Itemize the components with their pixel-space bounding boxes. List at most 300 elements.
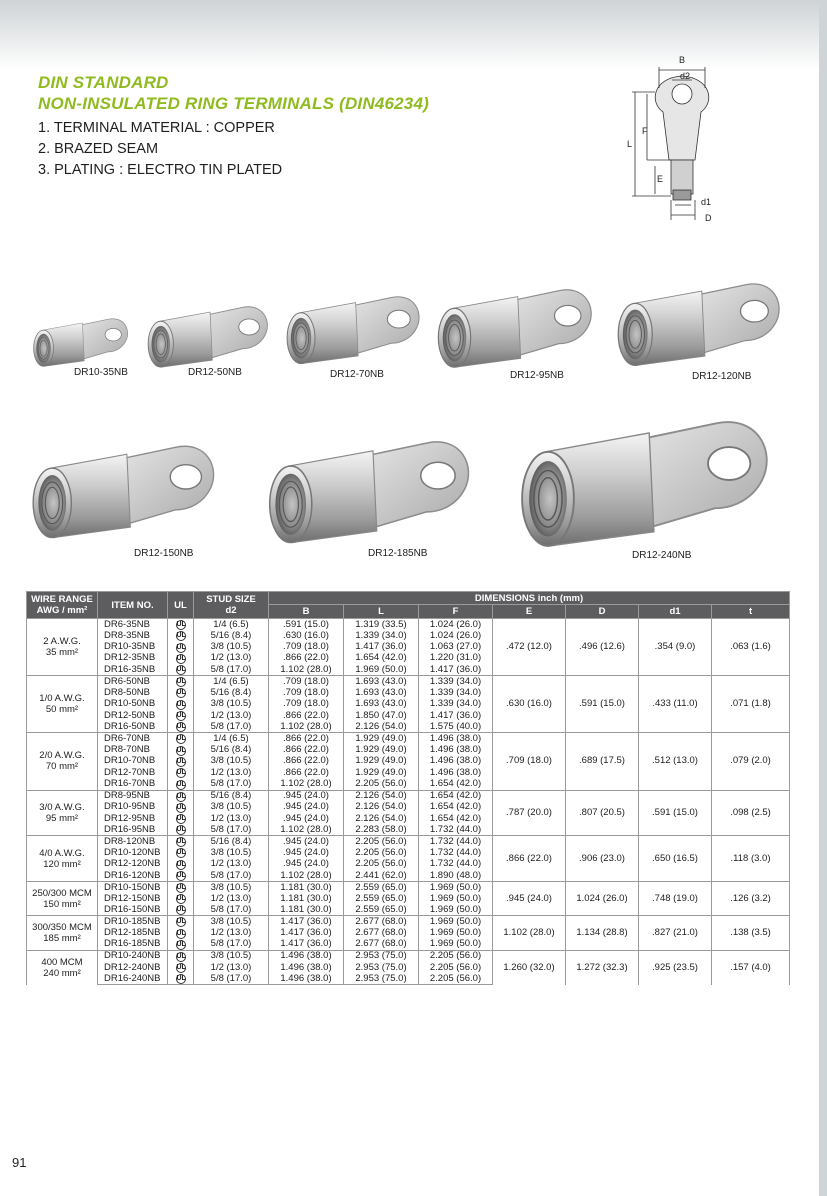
wire-mm: 150 mm² — [43, 898, 81, 910]
dim-l-cell: 2.283 (58.0) — [344, 824, 419, 836]
wire-range-cell — [27, 790, 98, 836]
item-no-cell: DR16-70NB — [98, 779, 168, 791]
wire-range-cell — [27, 950, 98, 984]
header-b: B — [269, 605, 344, 619]
ring-terminal-photo-icon — [612, 268, 790, 376]
ul-certification-icon — [176, 780, 186, 790]
stud-size-cell: 1/2 (13.0) — [194, 653, 269, 664]
item-no-cell: DR6-50NB — [98, 676, 168, 688]
dim-f-cell: 1.732 (44.0) — [419, 836, 493, 848]
ul-cell — [168, 973, 194, 985]
dim-b-cell: .866 (22.0) — [269, 653, 344, 664]
dim-l-cell: 1.319 (33.5) — [344, 619, 419, 631]
ul-cell — [168, 824, 194, 836]
wire-range-cell — [27, 676, 98, 733]
ul-cell — [168, 733, 194, 745]
diagram-label-b: B — [678, 55, 686, 65]
ul-certification-icon — [176, 792, 186, 802]
ul-certification-icon — [176, 871, 186, 881]
dim-e-cell: .787 (20.0) — [493, 790, 566, 836]
dim-f-cell: 1.969 (50.0) — [419, 927, 493, 938]
wire-awg: 2 A.W.G. — [43, 636, 81, 648]
ul-cell — [168, 882, 194, 894]
ul-certification-icon — [176, 654, 186, 664]
ul-certification-icon — [176, 711, 186, 721]
ul-mark: UL — [176, 689, 186, 697]
table-row — [27, 790, 790, 802]
dim-d-cell: .591 (15.0) — [566, 676, 639, 733]
header-stud-size-sub: d2 — [225, 605, 237, 616]
dim-d1-cell: .591 (15.0) — [639, 790, 712, 836]
dim-t-cell: .138 (3.5) — [712, 916, 790, 950]
ul-cell — [168, 870, 194, 882]
dim-e-cell: 1.102 (28.0) — [493, 916, 566, 950]
dim-l-cell: 1.339 (34.0) — [344, 630, 419, 641]
dim-f-cell: 1.969 (50.0) — [419, 893, 493, 904]
ul-mark: UL — [176, 884, 186, 892]
ul-certification-icon — [176, 620, 186, 630]
ul-mark: UL — [176, 826, 186, 834]
item-no-cell: DR16-35NB — [98, 664, 168, 676]
ul-cell — [168, 813, 194, 824]
product-dr12-50nb — [142, 296, 277, 374]
dim-l-cell: 1.850 (47.0) — [344, 710, 419, 721]
page-number: 91 — [12, 1155, 27, 1170]
dim-f-cell: 2.205 (56.0) — [419, 962, 493, 973]
dim-f-cell: 1.654 (42.0) — [419, 779, 493, 791]
stud-size-cell: 3/8 (10.5) — [194, 641, 269, 652]
product-dr12-95nb — [432, 276, 602, 376]
dim-f-cell: 1.969 (50.0) — [419, 916, 493, 928]
product-label: DR12-120NB — [692, 371, 752, 382]
wire-range-cell — [27, 836, 98, 882]
header-wire-range-label: WIRE RANGE — [31, 594, 93, 605]
item-no-cell: DR10-95NB — [98, 802, 168, 813]
dim-t-cell: .118 (3.0) — [712, 836, 790, 882]
dim-f-cell: 1.417 (36.0) — [419, 664, 493, 676]
dim-f-cell: 1.890 (48.0) — [419, 870, 493, 882]
stud-size-cell: 1/2 (13.0) — [194, 927, 269, 938]
wire-range-cell — [27, 882, 98, 916]
dim-b-cell: .709 (18.0) — [269, 699, 344, 710]
ul-cell — [168, 802, 194, 813]
header-e: E — [493, 605, 566, 619]
ul-certification-icon — [176, 952, 186, 962]
dim-b-cell: 1.496 (38.0) — [269, 962, 344, 973]
ul-certification-icon — [176, 894, 186, 904]
header-stud-size-label: STUD SIZE — [206, 594, 256, 605]
ul-mark: UL — [176, 838, 186, 846]
title-ring-terminals: NON-INSULATED RING TERMINALS (DIN46234) — [38, 94, 429, 113]
ul-mark: UL — [176, 746, 186, 754]
ul-cell — [168, 916, 194, 928]
ring-terminal-photo-icon — [508, 400, 788, 560]
ul-cell — [168, 721, 194, 733]
dim-l-cell: 2.953 (75.0) — [344, 973, 419, 985]
ul-mark: UL — [176, 964, 186, 972]
dim-f-cell: 1.732 (44.0) — [419, 859, 493, 870]
item-no-cell: DR8-95NB — [98, 790, 168, 802]
ul-cell — [168, 756, 194, 767]
wire-range-cell — [27, 733, 98, 790]
dim-t-cell: .071 (1.8) — [712, 676, 790, 733]
ul-mark: UL — [176, 906, 186, 914]
dim-f-cell: 1.496 (38.0) — [419, 733, 493, 745]
dim-b-cell: 1.102 (28.0) — [269, 664, 344, 676]
dim-l-cell: 2.205 (56.0) — [344, 836, 419, 848]
header-wire-range-unit: AWG / mm² — [36, 605, 88, 616]
ul-mark: UL — [176, 735, 186, 743]
dim-l-cell: 1.693 (43.0) — [344, 699, 419, 710]
page-edge-strip — [819, 0, 827, 1196]
stud-size-cell: 5/16 (8.4) — [194, 630, 269, 641]
product-label: DR10-35NB — [74, 367, 128, 378]
spec-material: 1. TERMINAL MATERIAL : COPPER — [38, 120, 275, 136]
title-din-standard: DIN STANDARD — [38, 73, 169, 92]
ul-mark: UL — [176, 632, 186, 640]
stud-size-cell: 5/8 (17.0) — [194, 721, 269, 733]
wire-mm: 50 mm² — [45, 704, 79, 716]
ul-certification-icon — [176, 940, 186, 950]
wire-awg: 250/300 MCM — [32, 887, 92, 899]
dim-f-cell: 2.205 (56.0) — [419, 950, 493, 962]
stud-size-cell: 1/2 (13.0) — [194, 710, 269, 721]
dim-f-cell: 1.496 (38.0) — [419, 767, 493, 778]
ul-cell — [168, 962, 194, 973]
ul-cell — [168, 710, 194, 721]
dim-f-cell: 1.220 (31.0) — [419, 653, 493, 664]
ul-cell — [168, 950, 194, 962]
stud-size-cell: 3/8 (10.5) — [194, 802, 269, 813]
dim-f-cell: 1.969 (50.0) — [419, 904, 493, 916]
dim-b-cell: 1.181 (30.0) — [269, 882, 344, 894]
ul-certification-icon — [176, 677, 186, 687]
table-row — [27, 950, 790, 962]
item-no-cell: DR6-35NB — [98, 619, 168, 631]
ul-mark: UL — [176, 678, 186, 686]
dim-d1-cell: .925 (23.5) — [639, 950, 712, 984]
header-dimensions: DIMENSIONS inch (mm) — [269, 592, 790, 605]
ul-cell — [168, 699, 194, 710]
wire-range-cell — [27, 916, 98, 950]
dim-f-cell: 1.417 (36.0) — [419, 710, 493, 721]
wire-mm: 240 mm² — [43, 967, 81, 979]
dim-b-cell: 1.102 (28.0) — [269, 721, 344, 733]
ul-certification-icon — [176, 825, 186, 835]
ul-mark: UL — [176, 815, 186, 823]
item-no-cell: DR16-150NB — [98, 904, 168, 916]
item-no-cell: DR10-70NB — [98, 756, 168, 767]
dim-l-cell: 2.126 (54.0) — [344, 813, 419, 824]
ul-certification-icon — [176, 974, 186, 984]
product-dr12-150nb — [26, 430, 226, 548]
product-dr10-35nb — [30, 310, 134, 372]
dim-d1-cell: .512 (13.0) — [639, 733, 712, 790]
ul-certification-icon — [176, 905, 186, 915]
item-no-cell: DR6-70NB — [98, 733, 168, 745]
ul-cell — [168, 641, 194, 652]
dim-l-cell: 1.929 (49.0) — [344, 733, 419, 745]
ul-mark: UL — [176, 952, 186, 960]
item-no-cell: DR12-150NB — [98, 893, 168, 904]
dim-d-cell: 1.272 (32.3) — [566, 950, 639, 984]
stud-size-cell: 5/16 (8.4) — [194, 836, 269, 848]
wire-mm: 35 mm² — [45, 647, 79, 659]
dim-l-cell: 2.953 (75.0) — [344, 950, 419, 962]
stud-size-cell: 3/8 (10.5) — [194, 847, 269, 858]
stud-size-cell: 1/4 (6.5) — [194, 676, 269, 688]
ul-mark: UL — [176, 757, 186, 765]
header-f: F — [419, 605, 493, 619]
item-no-cell: DR16-95NB — [98, 824, 168, 836]
product-label: DR12-95NB — [510, 370, 564, 381]
dim-b-cell: .709 (18.0) — [269, 687, 344, 698]
item-no-cell: DR16-120NB — [98, 870, 168, 882]
ul-certification-icon — [176, 688, 186, 698]
ul-certification-icon — [176, 837, 186, 847]
dim-d-cell: .689 (17.5) — [566, 733, 639, 790]
stud-size-cell: 5/8 (17.0) — [194, 824, 269, 836]
product-label: DR12-70NB — [330, 369, 384, 380]
wire-mm: 70 mm² — [45, 761, 79, 773]
dim-l-cell: 2.441 (62.0) — [344, 870, 419, 882]
diagram-label-e: E — [657, 174, 664, 184]
item-no-cell: DR10-120NB — [98, 847, 168, 858]
table-row — [27, 676, 790, 688]
dim-f-cell: 1.024 (26.0) — [419, 619, 493, 631]
ul-mark: UL — [176, 860, 186, 868]
dim-t-cell: .157 (4.0) — [712, 950, 790, 984]
wire-mm: 95 mm² — [45, 812, 79, 824]
item-no-cell: DR12-95NB — [98, 813, 168, 824]
diagram-label-d: D — [705, 213, 712, 223]
dim-l-cell: 2.559 (65.0) — [344, 893, 419, 904]
stud-size-cell: 3/8 (10.5) — [194, 699, 269, 710]
stud-size-cell: 1/2 (13.0) — [194, 767, 269, 778]
stud-size-cell: 5/8 (17.0) — [194, 939, 269, 951]
product-dr12-240nb — [508, 400, 788, 560]
dim-t-cell: .126 (3.2) — [712, 882, 790, 916]
ul-cell — [168, 630, 194, 641]
wire-awg: 4/0 A.W.G. — [39, 847, 85, 859]
item-no-cell: DR10-240NB — [98, 950, 168, 962]
diagram-label-f: F — [642, 126, 648, 136]
ul-cell — [168, 653, 194, 664]
ul-mark: UL — [176, 723, 186, 731]
dim-d1-cell: .827 (21.0) — [639, 916, 712, 950]
ul-certification-icon — [176, 768, 186, 778]
ul-mark: UL — [176, 940, 186, 948]
wire-mm: 185 mm² — [43, 933, 81, 945]
dim-b-cell: 1.102 (28.0) — [269, 824, 344, 836]
dim-t-cell: .079 (2.0) — [712, 733, 790, 790]
dim-b-cell: .866 (22.0) — [269, 733, 344, 745]
spec-seam: 2. BRAZED SEAM — [38, 141, 159, 157]
dim-f-cell: 1.654 (42.0) — [419, 790, 493, 802]
product-label: DR12-185NB — [368, 548, 428, 559]
dim-f-cell: 1.339 (34.0) — [419, 676, 493, 688]
table-row — [27, 882, 790, 894]
diagram-label-d1: d1 — [701, 197, 712, 207]
wire-awg: 3/0 A.W.G. — [39, 801, 85, 813]
dim-d-cell: .496 (12.6) — [566, 619, 639, 676]
ul-cell — [168, 744, 194, 755]
ul-mark: UL — [176, 712, 186, 720]
header-d1: d1 — [639, 605, 712, 619]
header-stud-size — [194, 592, 269, 619]
wire-mm: 120 mm² — [43, 858, 81, 870]
ul-cell — [168, 859, 194, 870]
ul-certification-icon — [176, 929, 186, 939]
item-no-cell: DR12-185NB — [98, 927, 168, 938]
product-dr12-120nb — [612, 268, 790, 376]
dimension-diagram — [625, 50, 735, 230]
ul-cell — [168, 767, 194, 778]
stud-size-cell: 3/8 (10.5) — [194, 756, 269, 767]
dim-f-cell: 1.732 (44.0) — [419, 847, 493, 858]
table-row — [27, 836, 790, 848]
ring-terminal-photo-icon — [26, 430, 226, 548]
ul-cell — [168, 893, 194, 904]
header-item-no: ITEM NO. — [98, 592, 168, 619]
ul-mark: UL — [176, 792, 186, 800]
item-no-cell: DR12-120NB — [98, 859, 168, 870]
dim-f-cell: 1.496 (38.0) — [419, 756, 493, 767]
ul-certification-icon — [176, 963, 186, 973]
dim-t-cell: .063 (1.6) — [712, 619, 790, 676]
stud-size-cell: 1/4 (6.5) — [194, 733, 269, 745]
dim-e-cell: .866 (22.0) — [493, 836, 566, 882]
ul-cell — [168, 847, 194, 858]
dim-b-cell: 1.496 (38.0) — [269, 973, 344, 985]
stud-size-cell: 5/8 (17.0) — [194, 904, 269, 916]
dim-f-cell: 1.654 (42.0) — [419, 802, 493, 813]
ul-mark: UL — [176, 643, 186, 651]
dim-l-cell: 2.205 (56.0) — [344, 779, 419, 791]
dim-d1-cell: .354 (9.0) — [639, 619, 712, 676]
dim-f-cell: 1.339 (34.0) — [419, 687, 493, 698]
item-no-cell: DR10-35NB — [98, 641, 168, 652]
dim-d-cell: 1.024 (26.0) — [566, 882, 639, 916]
table-body — [27, 619, 790, 985]
ul-certification-icon — [176, 722, 186, 732]
spec-list — [38, 118, 282, 181]
dim-d-cell: .807 (20.5) — [566, 790, 639, 836]
ul-mark: UL — [176, 666, 186, 674]
dim-b-cell: .866 (22.0) — [269, 710, 344, 721]
stud-size-cell: 5/16 (8.4) — [194, 790, 269, 802]
ul-mark: UL — [176, 872, 186, 880]
ul-cell — [168, 619, 194, 631]
dim-l-cell: 2.126 (54.0) — [344, 790, 419, 802]
ul-mark: UL — [176, 895, 186, 903]
ul-mark: UL — [176, 780, 186, 788]
dim-l-cell: 2.559 (65.0) — [344, 904, 419, 916]
dim-b-cell: .866 (22.0) — [269, 744, 344, 755]
dim-f-cell: 1.575 (40.0) — [419, 721, 493, 733]
item-no-cell: DR10-150NB — [98, 882, 168, 894]
product-dr12-70nb — [282, 284, 428, 372]
wire-awg: 2/0 A.W.G. — [39, 750, 85, 762]
ul-mark: UL — [176, 975, 186, 983]
dim-b-cell: 1.417 (36.0) — [269, 916, 344, 928]
header-l: L — [344, 605, 419, 619]
ring-terminal-photo-icon — [282, 284, 428, 372]
item-no-cell: DR12-70NB — [98, 767, 168, 778]
dim-f-cell: 1.969 (50.0) — [419, 939, 493, 951]
dim-e-cell: .630 (16.0) — [493, 676, 566, 733]
item-no-cell: DR8-120NB — [98, 836, 168, 848]
table-row — [27, 733, 790, 745]
dim-b-cell: .866 (22.0) — [269, 756, 344, 767]
ul-mark: UL — [176, 700, 186, 708]
item-no-cell: DR12-50NB — [98, 710, 168, 721]
dim-l-cell: 1.929 (49.0) — [344, 756, 419, 767]
ul-cell — [168, 779, 194, 791]
item-no-cell: DR10-50NB — [98, 699, 168, 710]
dim-b-cell: .945 (24.0) — [269, 813, 344, 824]
ul-mark: UL — [176, 929, 186, 937]
ul-mark: UL — [176, 803, 186, 811]
ul-cell — [168, 927, 194, 938]
dim-e-cell: .945 (24.0) — [493, 882, 566, 916]
ul-certification-icon — [176, 665, 186, 675]
stud-size-cell: 5/16 (8.4) — [194, 687, 269, 698]
dim-f-cell: 1.063 (27.0) — [419, 641, 493, 652]
dim-f-cell: 1.024 (26.0) — [419, 630, 493, 641]
dim-b-cell: .945 (24.0) — [269, 790, 344, 802]
item-no-cell: DR16-50NB — [98, 721, 168, 733]
ul-cell — [168, 790, 194, 802]
spec-table — [26, 591, 790, 985]
dim-l-cell: 2.677 (68.0) — [344, 916, 419, 928]
ul-certification-icon — [176, 734, 186, 744]
stud-size-cell: 1/2 (13.0) — [194, 813, 269, 824]
stud-size-cell: 5/8 (17.0) — [194, 973, 269, 985]
item-no-cell: DR12-35NB — [98, 653, 168, 664]
dim-l-cell: 1.654 (42.0) — [344, 653, 419, 664]
ul-certification-icon — [176, 746, 186, 756]
header-wire-range — [27, 592, 98, 619]
item-no-cell: DR8-50NB — [98, 687, 168, 698]
dim-l-cell: 1.417 (36.0) — [344, 641, 419, 652]
dim-b-cell: .591 (15.0) — [269, 619, 344, 631]
dim-l-cell: 2.953 (75.0) — [344, 962, 419, 973]
ring-terminal-photo-icon — [432, 276, 602, 376]
product-label: DR12-50NB — [188, 367, 242, 378]
ul-cell — [168, 904, 194, 916]
dim-b-cell: 1.102 (28.0) — [269, 870, 344, 882]
wire-awg: 300/350 MCM — [32, 922, 92, 934]
item-no-cell: DR16-185NB — [98, 939, 168, 951]
ul-certification-icon — [176, 860, 186, 870]
dim-e-cell: .709 (18.0) — [493, 733, 566, 790]
dim-f-cell: 1.654 (42.0) — [419, 813, 493, 824]
dim-d1-cell: .748 (19.0) — [639, 882, 712, 916]
ring-terminal-photo-icon — [142, 296, 277, 374]
dim-f-cell: 1.339 (34.0) — [419, 699, 493, 710]
header-ul: UL — [168, 592, 194, 619]
stud-size-cell: 1/2 (13.0) — [194, 859, 269, 870]
ul-mark: UL — [176, 849, 186, 857]
product-dr12-185nb — [262, 424, 482, 554]
header-d: D — [566, 605, 639, 619]
stud-size-cell: 1/2 (13.0) — [194, 893, 269, 904]
stud-size-cell: 3/8 (10.5) — [194, 950, 269, 962]
dim-f-cell: 1.732 (44.0) — [419, 824, 493, 836]
dim-b-cell: .709 (18.0) — [269, 641, 344, 652]
dim-l-cell: 2.126 (54.0) — [344, 721, 419, 733]
